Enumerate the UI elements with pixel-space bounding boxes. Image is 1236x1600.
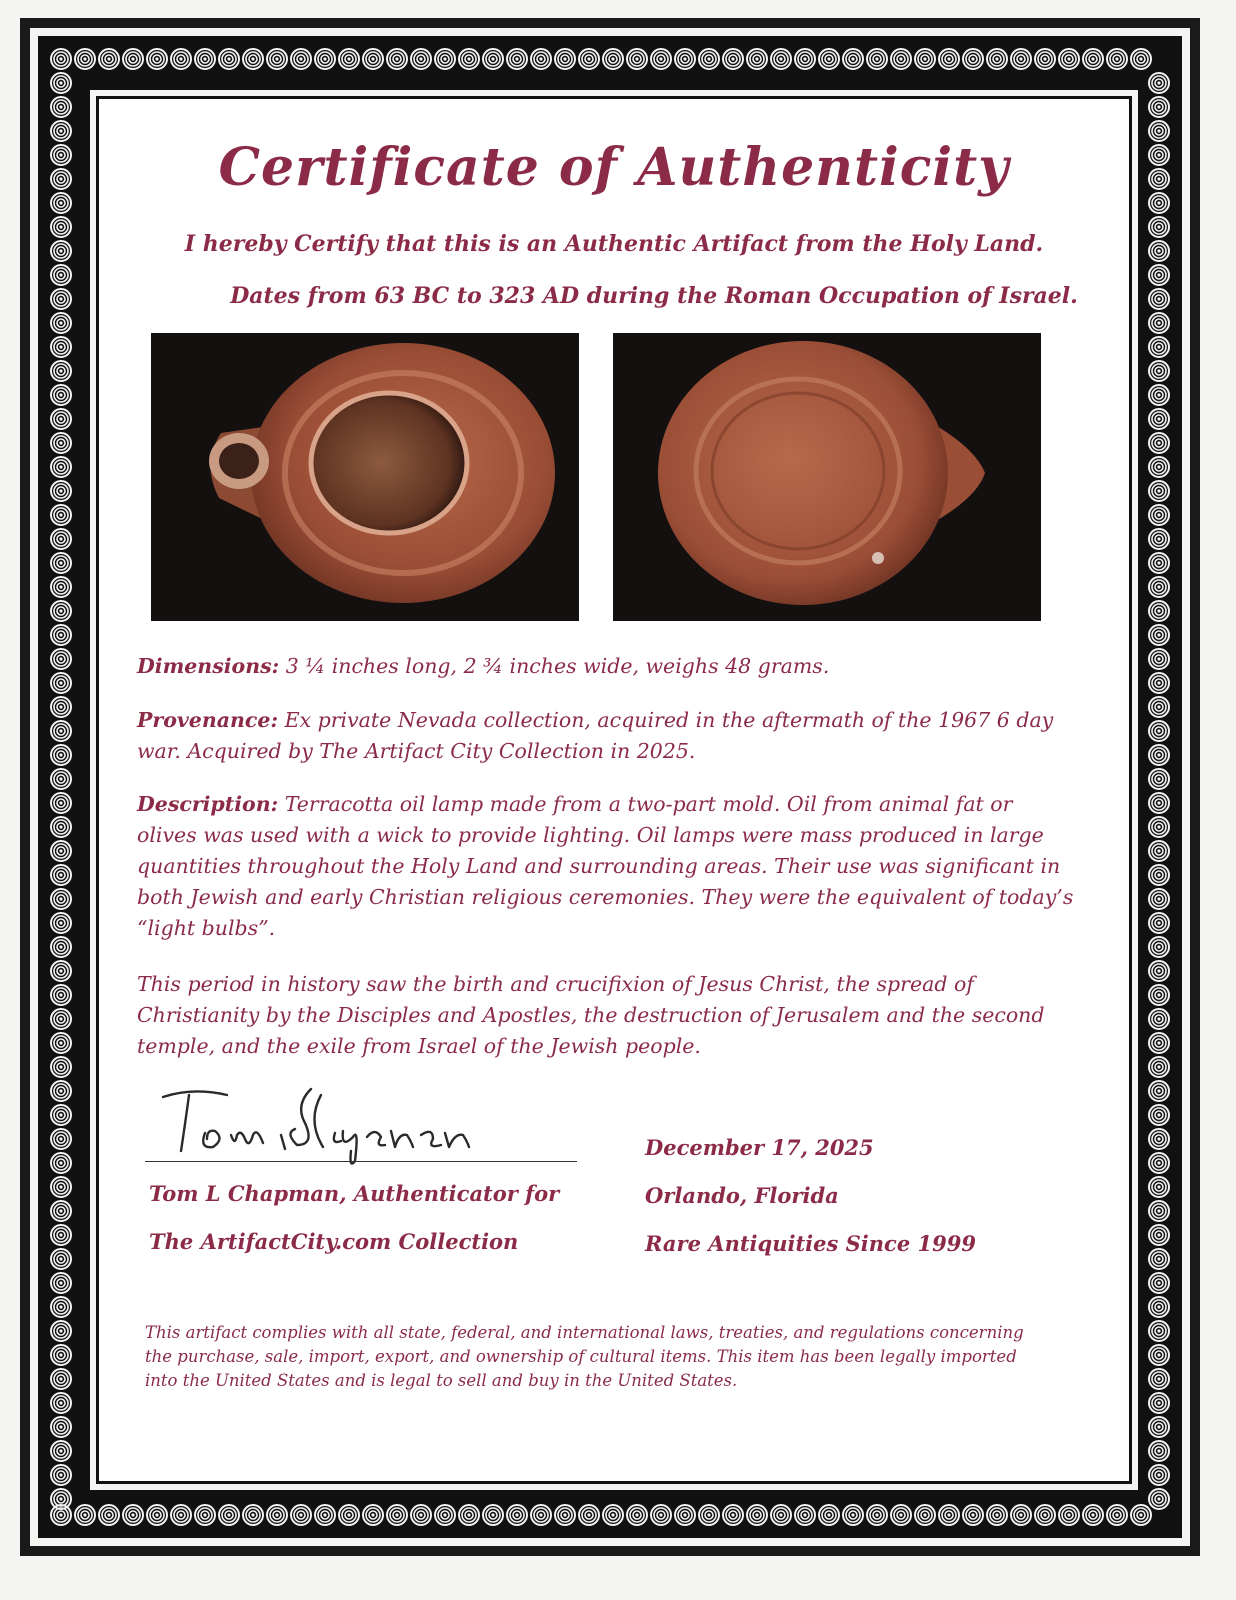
border-ring-ornament [291, 49, 311, 69]
border-ring-ornament [1107, 49, 1127, 69]
border-ring-ornament [1149, 217, 1169, 237]
border-ring-ornament [339, 49, 359, 69]
border-ring-ornament [51, 721, 71, 741]
border-ring-ornament [963, 49, 983, 69]
border-ring-ornament [1149, 433, 1169, 453]
border-ring-ornament [51, 73, 71, 93]
border-ring-ornament [747, 1505, 767, 1525]
border-ring-ornament [1149, 1441, 1169, 1461]
border-ring-ornament [51, 649, 71, 669]
provenance-paragraph [137, 705, 1077, 767]
certificate-date: December 17, 2025 [645, 1135, 874, 1160]
border-ring-ornament [51, 1417, 71, 1437]
border-ring-ornament [1149, 1345, 1169, 1365]
border-ring-ornament [1149, 553, 1169, 573]
border-ring-ornament [51, 1009, 71, 1029]
border-ring-ornament [1131, 1505, 1151, 1525]
border-ring-ornament [51, 361, 71, 381]
border-ring-ornament [1149, 985, 1169, 1005]
border-ring-ornament [315, 49, 335, 69]
border-ring-ornament [1149, 505, 1169, 525]
border-ring-ornament [51, 337, 71, 357]
border-ring-ornament [51, 601, 71, 621]
border-ring-ornament [1149, 481, 1169, 501]
border-ring-ornament [51, 865, 71, 885]
border-ring-ornament [363, 1505, 383, 1525]
border-ring-ornament [1011, 1505, 1031, 1525]
border-ring-ornament [51, 49, 71, 69]
border-ring-ornament [51, 529, 71, 549]
border-ring-ornament [1131, 49, 1151, 69]
dimensions-text: 3 ¼ inches long, 2 ¾ inches wide, weighs 48 grams. [285, 654, 830, 678]
oil-lamp-bottom-illustration [613, 333, 1041, 621]
border-ring-ornament [1149, 961, 1169, 981]
border-ring-ornament [51, 937, 71, 957]
border-ring-ornament [51, 1249, 71, 1269]
border-ring-ornament [1149, 769, 1169, 789]
border-ring-ornament [51, 1297, 71, 1317]
border-ring-ornament [99, 49, 119, 69]
border-ring-ornament [651, 49, 671, 69]
certification-statement: I hereby Certify that this is an Authentic Artifact from the Holy Land. [184, 231, 1044, 257]
border-ring-ornament [987, 49, 1007, 69]
border-ring-ornament [51, 625, 71, 645]
border-ring-ornament [51, 217, 71, 237]
border-ring-ornament [195, 49, 215, 69]
border-ring-ornament [51, 1321, 71, 1341]
border-ring-ornament [51, 841, 71, 861]
border-ring-ornament [1149, 1057, 1169, 1077]
border-ring-ornament [243, 1505, 263, 1525]
border-ring-ornament [51, 1105, 71, 1125]
border-ring-ornament [1149, 1465, 1169, 1485]
border-ring-ornament [603, 49, 623, 69]
border-ring-ornament [51, 1201, 71, 1221]
border-ring-ornament [267, 1505, 287, 1525]
border-ring-ornament [1059, 49, 1079, 69]
border-ring-ornament [363, 49, 383, 69]
border-ring-ornament [51, 961, 71, 981]
border-ring-ornament [51, 697, 71, 717]
border-ring-ornament [411, 1505, 431, 1525]
border-ring-ornament [507, 1505, 527, 1525]
border-ring-ornament [819, 1505, 839, 1525]
border-ring-ornament [51, 985, 71, 1005]
border-ring-ornament [1149, 1033, 1169, 1053]
border-ring-ornament [1149, 673, 1169, 693]
border-ring-ornament [51, 289, 71, 309]
border-ring-ornament [1149, 913, 1169, 933]
border-ring-ornament [51, 1153, 71, 1173]
border-ring-ornament [219, 1505, 239, 1525]
border-ring-ornament [483, 1505, 503, 1525]
description-paragraph [137, 789, 1077, 944]
border-ring-ornament [1035, 49, 1055, 69]
border-ring-ornament [51, 793, 71, 813]
border-ring-ornament [459, 49, 479, 69]
border-ring-ornament [1149, 697, 1169, 717]
border-ring-ornament [123, 1505, 143, 1525]
certificate-location: Orlando, Florida [645, 1183, 839, 1208]
border-ring-ornament [579, 1505, 599, 1525]
border-ring-ornament [1149, 937, 1169, 957]
border-ring-ornament [891, 49, 911, 69]
border-ring-ornament [1149, 1489, 1169, 1509]
legal-notice: This artifact complies with all state, federal, and international laws, treaties, and regulations concerning the purchase, sale, import, export, and ownership of cultural items. This item has been legally imported into the United States and is legal to sell and buy in the United States. [145, 1323, 1024, 1390]
oil-lamp-bottom-photo [613, 333, 1041, 621]
border-ring-ornament [771, 1505, 791, 1525]
border-ring-ornament [435, 1505, 455, 1525]
border-ring-ornament [147, 1505, 167, 1525]
border-ring-ornament [1149, 1201, 1169, 1221]
border-ring-ornament [339, 1505, 359, 1525]
border-ring-ornament [651, 1505, 671, 1525]
border-ring-ornament [459, 1505, 479, 1525]
border-ring-ornament [1149, 577, 1169, 597]
border-ring-ornament [291, 1505, 311, 1525]
border-ring-ornament [891, 1505, 911, 1525]
border-ring-ornament [1083, 1505, 1103, 1525]
border-ring-ornament [1149, 1321, 1169, 1341]
border-ring-ornament [1149, 409, 1169, 429]
border-ring-ornament [531, 1505, 551, 1525]
border-ring-ornament [147, 49, 167, 69]
border-ring-ornament [51, 265, 71, 285]
border-ring-ornament [963, 1505, 983, 1525]
border-ring-ornament [51, 145, 71, 165]
border-ring-ornament [51, 1441, 71, 1461]
border-ring-ornament [51, 193, 71, 213]
border-ring-ornament [51, 1273, 71, 1293]
border-ring-ornament [387, 49, 407, 69]
border-ring-ornament [1149, 721, 1169, 741]
border-ring-ornament [1149, 649, 1169, 669]
border-ring-ornament [1149, 1153, 1169, 1173]
certificate-title: Certificate of Authenticity [218, 137, 1010, 198]
border-ring-ornament [675, 1505, 695, 1525]
border-ring-ornament [531, 49, 551, 69]
history-paragraph: This period in history saw the birth and crucifixion of Jesus Christ, the spread of Christianity by the Disciples and Apostles, the destruction of Jerusalem and the second temple, and the exile from Israel of the Jewish people. [137, 972, 1045, 1058]
border-ring-ornament [1149, 625, 1169, 645]
border-ring-ornament [627, 1505, 647, 1525]
border-ring-ornament [915, 1505, 935, 1525]
border-ring-ornament [51, 889, 71, 909]
border-ring-ornament [195, 1505, 215, 1525]
description-text: Terracotta oil lamp made from a two-part mold. Oil from animal fat or olives was used with a wick to provide lighting. Oil lamps were mass produced in large quantities throughout the Holy Land and surrounding areas. Their use was significant in both Jewish and early Christian religious ceremonies. They were the equivalent of today’s “light bulbs”. [137, 792, 1074, 940]
border-ring-ornament [1149, 793, 1169, 813]
signer-organization: The ArtifactCity.com Collection [149, 1229, 519, 1254]
border-ring-ornament [1149, 1009, 1169, 1029]
border-ring-ornament [51, 1057, 71, 1077]
border-ring-ornament [747, 49, 767, 69]
border-ring-ornament [51, 1129, 71, 1149]
border-ring-ornament [507, 49, 527, 69]
border-ring-ornament [1149, 1105, 1169, 1125]
border-ring-ornament [51, 1225, 71, 1245]
border-ring-ornament [483, 49, 503, 69]
border-ring-ornament [1149, 1393, 1169, 1413]
border-ring-ornament [51, 1345, 71, 1365]
date-range-statement: Dates from 63 BC to 323 AD during the Roman Occupation of Israel. [230, 283, 1078, 309]
border-ring-ornament [1059, 1505, 1079, 1525]
border-ring-ornament [387, 1505, 407, 1525]
border-ring-ornament [1149, 1297, 1169, 1317]
border-ring-ornament [1011, 49, 1031, 69]
border-ring-ornament [939, 1505, 959, 1525]
border-ring-ornament [51, 1081, 71, 1101]
border-ring-ornament [1149, 1081, 1169, 1101]
border-ring-ornament [1149, 601, 1169, 621]
oil-lamp-top-photo [151, 333, 579, 621]
border-ring-ornament [1149, 529, 1169, 549]
border-ring-ornament [1149, 313, 1169, 333]
border-ring-ornament [51, 577, 71, 597]
border-ring-ornament [243, 49, 263, 69]
border-ring-ornament [1149, 841, 1169, 861]
border-ring-ornament [1149, 361, 1169, 381]
border-ring-ornament [843, 49, 863, 69]
border-ring-ornament [627, 49, 647, 69]
border-ring-ornament [75, 1505, 95, 1525]
company-tagline: Rare Antiquities Since 1999 [645, 1231, 976, 1256]
oil-lamp-top-illustration [151, 333, 579, 621]
border-ring-ornament [75, 49, 95, 69]
border-ring-ornament [51, 817, 71, 837]
border-ring-ornament [555, 1505, 575, 1525]
border-ring-ornament [51, 913, 71, 933]
border-ring-ornament [1149, 1369, 1169, 1389]
border-ring-ornament [1149, 1129, 1169, 1149]
border-ring-ornament [1149, 457, 1169, 477]
border-ring-ornament [1149, 73, 1169, 93]
border-ring-ornament [1149, 241, 1169, 261]
border-ring-ornament [1149, 865, 1169, 885]
border-ring-ornament [171, 1505, 191, 1525]
border-ring-ornament [915, 49, 935, 69]
border-ring-ornament [267, 49, 287, 69]
border-ring-ornament [555, 49, 575, 69]
border-ring-ornament [1149, 1417, 1169, 1437]
border-ring-ornament [171, 49, 191, 69]
border-ring-ornament [51, 1393, 71, 1413]
handwritten-signature [145, 1075, 505, 1165]
border-ring-ornament [435, 49, 455, 69]
border-ring-ornament [1107, 1505, 1127, 1525]
border-ring-ornament [1149, 121, 1169, 141]
border-ring-ornament [51, 481, 71, 501]
border-ring-ornament [699, 1505, 719, 1525]
border-ring-ornament [1149, 169, 1169, 189]
border-ring-ornament [843, 1505, 863, 1525]
border-ring-ornament [51, 1033, 71, 1053]
border-ring-ornament [1149, 1249, 1169, 1269]
border-ring-ornament [51, 745, 71, 765]
border-ring-ornament [1149, 97, 1169, 117]
border-ring-ornament [219, 49, 239, 69]
dimensions-label: Dimensions: [137, 654, 280, 678]
border-ring-ornament [1149, 889, 1169, 909]
border-ring-ornament [723, 1505, 743, 1525]
border-ring-ornament [51, 457, 71, 477]
border-ring-ornament [51, 505, 71, 525]
border-ring-ornament [51, 1465, 71, 1485]
border-ring-ornament [1149, 145, 1169, 165]
border-ring-ornament [51, 673, 71, 693]
border-ring-ornament [1149, 1177, 1169, 1197]
border-ring-ornament [699, 49, 719, 69]
certificate-panel [96, 96, 1132, 1484]
border-ring-ornament [771, 49, 791, 69]
border-ring-ornament [1149, 265, 1169, 285]
border-ring-ornament [51, 385, 71, 405]
border-ring-ornament [411, 49, 431, 69]
border-ring-ornament [51, 169, 71, 189]
signer-name: Tom L Chapman, Authenticator for [149, 1181, 560, 1206]
border-ring-ornament [1149, 385, 1169, 405]
border-ring-ornament [675, 49, 695, 69]
dimensions-paragraph [137, 651, 1077, 682]
border-ring-ornament [51, 553, 71, 573]
border-ring-ornament [579, 49, 599, 69]
border-ring-ornament [51, 97, 71, 117]
border-ring-ornament [867, 49, 887, 69]
border-ring-ornament [51, 1369, 71, 1389]
border-ring-ornament [1149, 337, 1169, 357]
border-ring-ornament [315, 1505, 335, 1525]
border-ring-ornament [51, 121, 71, 141]
border-ring-ornament [123, 49, 143, 69]
border-ring-ornament [51, 1177, 71, 1197]
border-ring-ornament [795, 1505, 815, 1525]
border-ring-ornament [1149, 817, 1169, 837]
provenance-label: Provenance: [137, 708, 279, 732]
border-ring-ornament [1149, 745, 1169, 765]
border-ring-ornament [1083, 49, 1103, 69]
border-ring-ornament [819, 49, 839, 69]
border-ring-ornament [1149, 1225, 1169, 1245]
border-ring-ornament [51, 1489, 71, 1509]
border-ring-ornament [723, 49, 743, 69]
border-ring-ornament [939, 49, 959, 69]
border-ring-ornament [99, 1505, 119, 1525]
border-ring-ornament [987, 1505, 1007, 1525]
provenance-text: Ex private Nevada collection, acquired in the aftermath of the 1967 6 day war. Acquired by The Artifact City Collection in 2025. [137, 708, 1054, 763]
border-ring-ornament [51, 769, 71, 789]
border-ring-ornament [603, 1505, 623, 1525]
border-ring-ornament [1149, 193, 1169, 213]
border-ring-ornament [867, 1505, 887, 1525]
border-ring-ornament [51, 313, 71, 333]
border-ring-ornament [1149, 1273, 1169, 1293]
border-ring-ornament [51, 433, 71, 453]
border-ring-ornament [1035, 1505, 1055, 1525]
description-label: Description: [137, 792, 279, 816]
border-ring-ornament [51, 241, 71, 261]
border-ring-ornament [51, 409, 71, 429]
signature-line [145, 1161, 577, 1162]
border-ring-ornament [795, 49, 815, 69]
